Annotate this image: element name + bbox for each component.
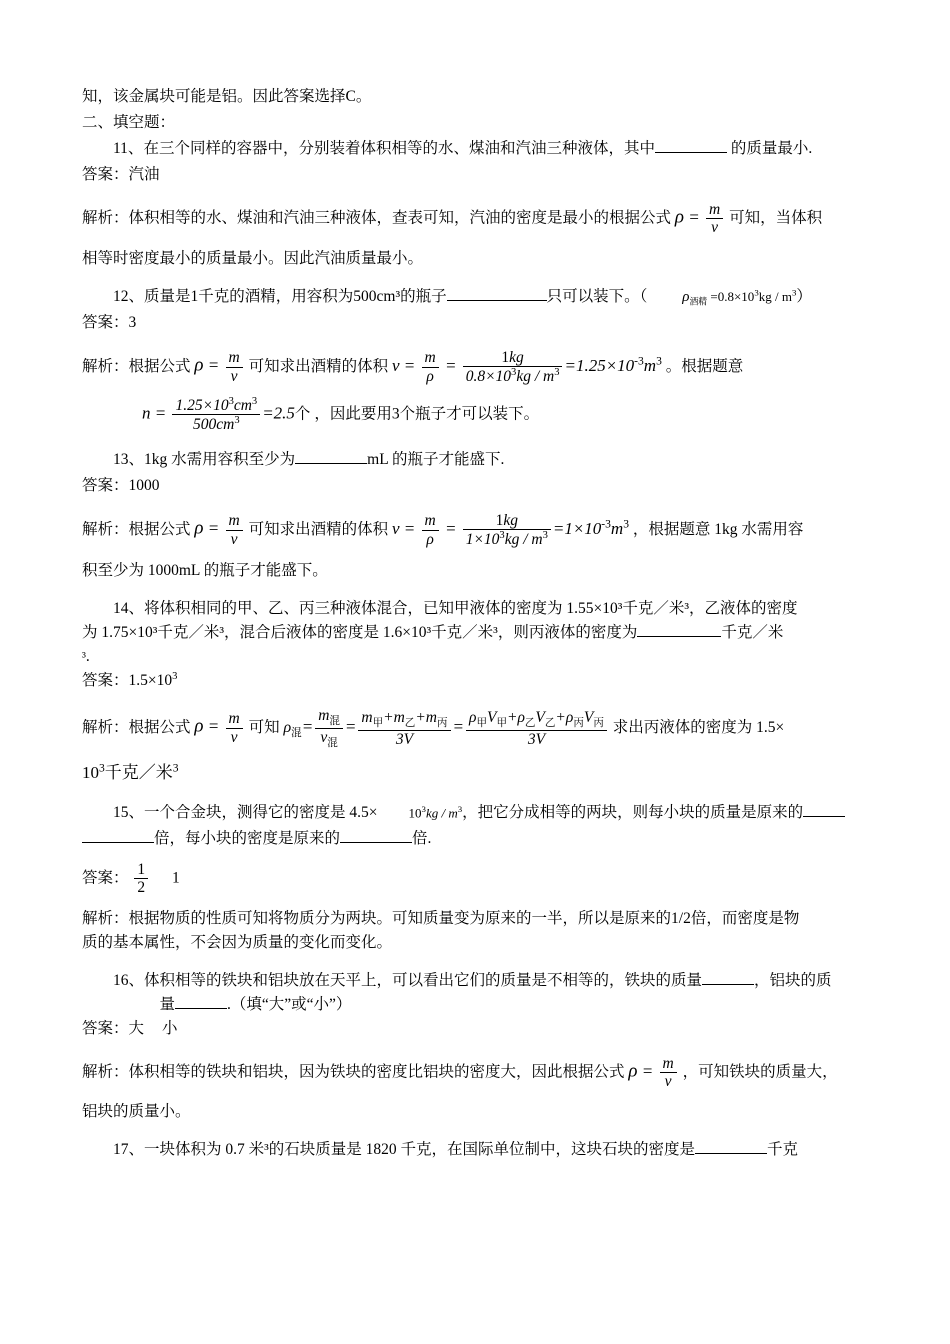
question-12-text: 质量是1千克的酒精，用容积为500cm³的瓶子 xyxy=(144,287,447,305)
answer-12 xyxy=(82,311,872,335)
answer-label: 答案： xyxy=(82,166,129,184)
question-16-line2 xyxy=(82,993,872,1017)
section-header: 二、填空题： xyxy=(82,114,176,132)
answer-fraction: $\frac{1}{2}$ xyxy=(134,861,148,897)
question-16-text-3: 量 xyxy=(159,995,176,1013)
question-17-text-post: 千克 xyxy=(767,1141,799,1159)
question-15-text-post: ，把它分成相等的两块，则每小块的质量是原来的 xyxy=(462,803,804,821)
explain-post: ，可知铁块的质量大， xyxy=(682,1063,838,1080)
question-15 xyxy=(82,801,872,825)
answer-blank xyxy=(702,969,754,985)
question-14-line1 xyxy=(82,597,872,621)
question-14-text-3: 千克／米 xyxy=(721,623,784,641)
answer-blank xyxy=(340,827,412,843)
question-12-number: 12、 xyxy=(113,287,145,305)
answer-blank xyxy=(175,993,227,1009)
explain-text: 体积相等的铁块和铝块，因为铁块的密度比铝块的密度大，因此根据公式 xyxy=(128,1063,625,1080)
answer-blank xyxy=(447,285,547,301)
explain-post: ，根据题意 1kg 水需用容 xyxy=(632,520,804,538)
answer-blank xyxy=(803,801,845,817)
explanation-16-cont: 铝块的质量小。 xyxy=(82,1103,191,1121)
answer-16 xyxy=(82,1017,872,1041)
answer-13 xyxy=(82,474,872,498)
question-11 xyxy=(82,137,872,161)
question-11-number: 11、 xyxy=(113,140,144,158)
question-14-number: 14、 xyxy=(113,599,145,617)
explanation-12-formula-line xyxy=(142,396,872,434)
answer-label: 答案： xyxy=(82,313,129,331)
question-15-line2 xyxy=(82,827,872,851)
explanation-16 xyxy=(82,1055,872,1091)
answer-blank xyxy=(295,448,367,464)
answer-label: 答案： xyxy=(82,1019,129,1037)
question-16-text-2: ，铝块的质 xyxy=(754,971,832,989)
question-14-text-2: 为 1.75×10³千克／米³，混合后液体的密度是 1.6×10³千克／米³，则丙液体的密度为 xyxy=(82,623,638,641)
explanation-11 xyxy=(82,201,872,237)
question-14-text-1: 将体积相同的甲、乙、丙三种液体混合，已知甲液体的密度为 1.55×10³千克／米³，乙液体的密度 xyxy=(144,599,798,617)
question-13-text-post: mL 的瓶子才能盛下. xyxy=(367,450,505,468)
question-12 xyxy=(82,285,872,309)
question-16-text-1: 体积相等的铁块和铝块放在天平上，可以看出它们的质量是不相等的，铁块的质量 xyxy=(144,971,703,989)
question-15-number: 15、 xyxy=(113,803,145,821)
explanation-13-cont: 积至少为 1000mL 的瓶子才能盛下。 xyxy=(82,561,328,579)
formula-density: ρ = $\frac{m}{v}$ xyxy=(675,201,725,237)
question-15-text: 一个合金块，测得它的密度是 4.5× xyxy=(144,803,378,821)
formula-alcohol-density: $\rho_{酒精} =0.8\times 10^3kg / m^3$ xyxy=(682,287,797,307)
formula-bottle-count: n = $\frac{1.25\times 10^3cm^3}{500cm^3}$ =2.5个 xyxy=(142,395,311,434)
explanation-11-cont: 相等时密度最小的质量最小。因此汽油质量最小。 xyxy=(82,249,424,267)
explanation-15-line2: 质的基本属性，不会因为质量的变化而变化。 xyxy=(82,933,393,951)
explain-mid: 可知求出酒精的体积 xyxy=(248,357,389,375)
question-17-number: 17、 xyxy=(113,1141,145,1159)
explain-label: 解析： xyxy=(82,718,129,736)
explain-end: ，因此要用3个瓶子才可以装下。 xyxy=(314,405,540,423)
explain-mid: 可知 xyxy=(248,718,280,736)
explain-text-post: 可知，当体积 xyxy=(729,209,823,227)
answer-value: 大 xyxy=(128,1019,145,1037)
explain-mid: 可知求出酒精的体积 xyxy=(248,520,389,538)
formula-mixture-density: $\rho_混=$ $\frac{m_混}{v_混}$ = $\frac{m_甲+m_乙+m_丙}{3V}$ = $\frac{\rho_甲V_甲+\rho_乙V_乙+\rho_丙V_丙}{3V}$ xyxy=(283,707,608,750)
formula-density: ρ = $\frac{m}{v}$ xyxy=(194,512,244,548)
question-11-text-post: 的质量最小. xyxy=(730,140,813,158)
question-12-end: ） xyxy=(796,287,812,305)
question-13-number: 13、 xyxy=(113,450,145,468)
formula-volume: v = $\frac{m}{\rho}$ = $\frac{1kg}{1\times 10^3kg / m^3}$ $=1\times 10^{-3}m^3$ xyxy=(391,511,629,549)
question-15-value: $10^3kg / m^3$ xyxy=(408,803,463,821)
question-16-line1 xyxy=(82,969,872,993)
answer-14 xyxy=(82,669,872,693)
question-17 xyxy=(82,1138,872,1162)
explanation-14 xyxy=(82,707,872,750)
question-14-period: . xyxy=(85,647,90,665)
answer-15 xyxy=(82,861,872,897)
answer-second: 小 xyxy=(162,1019,178,1037)
answer-value: $1.5\times 10^3$ xyxy=(128,670,178,689)
question-15-text-2: 倍，每小块的密度是原来的 xyxy=(154,829,341,847)
question-11-text: 在三个同样的容器中，分别装着体积相等的水、煤油和汽油三种液体，其中 xyxy=(143,140,655,158)
answer-11 xyxy=(82,163,872,187)
answer-value: 汽油 xyxy=(128,166,160,184)
question-14-superscript: ³ xyxy=(82,648,86,664)
answer-blank xyxy=(82,827,154,843)
explain-text-1: 根据物质的性质可知将物质分为两块。可知质量变为原来的一半，所以是原来的1/2倍，而密度是物 xyxy=(128,909,800,927)
answer-value: 1000 xyxy=(128,476,160,494)
question-17-text: 一块体积为 0.7 米³的石块质量是 1820 千克，在国际单位制中，这块石块的密度是 xyxy=(144,1141,696,1159)
answer-blank xyxy=(655,137,727,153)
formula-density: ρ = $\frac{m}{v}$ xyxy=(628,1055,678,1091)
question-14-line2 xyxy=(82,621,872,645)
explain-text: 根据公式 xyxy=(128,520,191,538)
explain-label: 解析： xyxy=(82,209,129,227)
question-15-text-3: 倍. xyxy=(412,829,432,847)
answer-label: 答案： xyxy=(82,671,129,689)
explain-label: 解析： xyxy=(82,520,129,538)
continuation-text: 知，该金属块可能是铝。因此答案选择C。 xyxy=(82,88,372,105)
explain-label: 解析： xyxy=(82,1063,129,1080)
answer-label: 答案： xyxy=(82,869,129,887)
answer-blank xyxy=(695,1139,767,1155)
formula-density: ρ = $\frac{m}{v}$ xyxy=(194,710,244,746)
question-12-text-post: 只可以装下。（ xyxy=(546,287,648,305)
formula-density: ρ = $\frac{m}{v}$ xyxy=(194,349,244,385)
answer-blank xyxy=(637,621,721,637)
explanation-15-line1 xyxy=(82,907,872,931)
explanation-14-cont: $10^3$千克／米$^3$ xyxy=(82,761,179,783)
answer-label: 答案： xyxy=(82,476,129,494)
question-13-text: 1kg 水需用容积至少为 xyxy=(144,450,296,468)
answer-second: 1 xyxy=(172,869,180,887)
explain-text: 体积相等的水、煤油和汽油三种液体，查表可知，汽油的密度是最小的根据公式 xyxy=(128,209,672,227)
question-13 xyxy=(82,448,872,472)
explanation-12 xyxy=(82,349,872,386)
explain-post: 。根据题意 xyxy=(665,357,744,375)
explain-text: 根据公式 xyxy=(128,718,191,736)
explain-label: 解析： xyxy=(82,909,129,927)
explanation-13 xyxy=(82,512,872,549)
explain-text: 根据公式 xyxy=(128,357,191,375)
explain-label: 解析： xyxy=(82,357,129,375)
formula-volume: v = $\frac{m}{\rho}$ = $\frac{1kg}{0.8\times 10^3kg / m^3}$ $=1.25\times 10^{-3}m^3$ xyxy=(391,348,662,386)
question-16-text-4: .（填“大”或“小”） xyxy=(227,995,352,1013)
explain-post: 求出丙液体的密度为 1.5× xyxy=(612,718,785,736)
question-14-line3 xyxy=(82,645,872,669)
question-16-number: 16、 xyxy=(113,971,145,989)
answer-value: 3 xyxy=(128,313,137,331)
